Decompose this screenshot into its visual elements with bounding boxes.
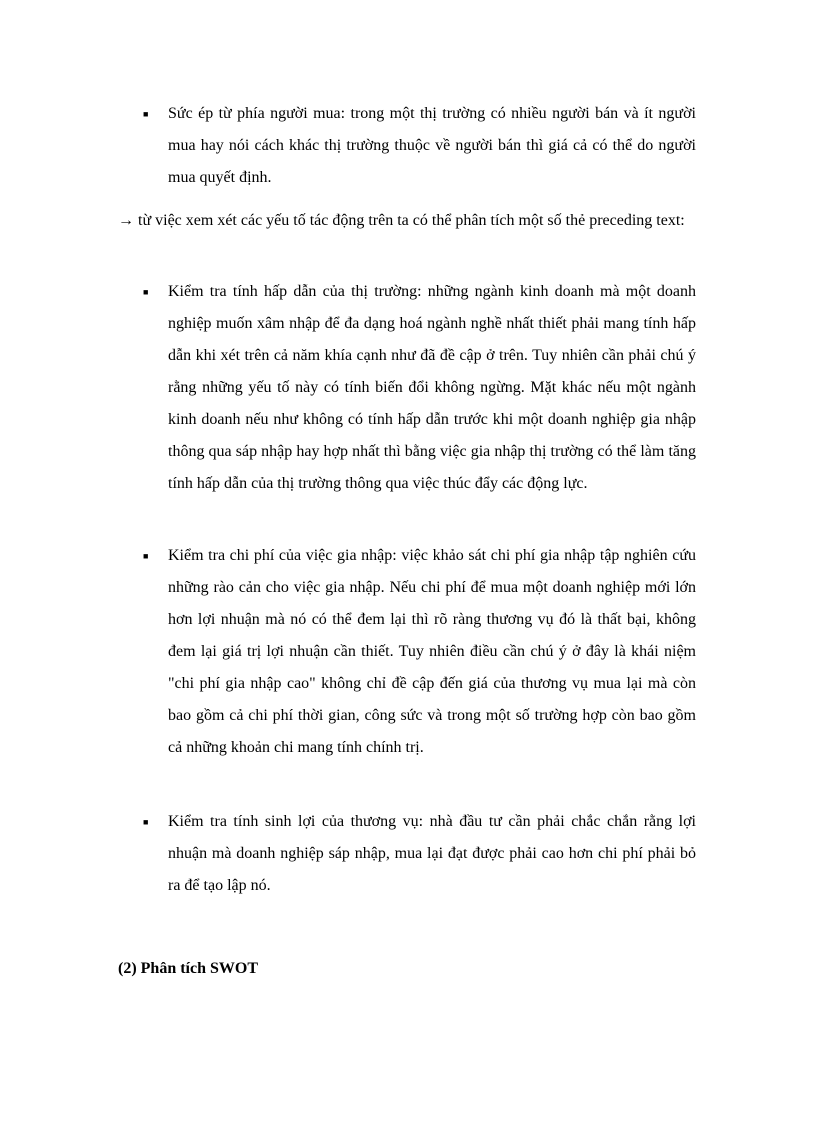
square-bullet-icon: ■ [143,817,149,827]
square-bullet-icon: ■ [143,287,149,297]
square-bullet-icon: ■ [143,551,149,561]
bullet-text: Kiểm tra tính sinh lợi của thương vụ: nhà đầu tư cần phải chắc chắn rằng lợi nhuận mà doanh nghiệp sáp nhập, mua lại đạt được phải cao hơn chi phí phải bỏ ra để tạo lập nó. [168,813,696,894]
bullet-item-profitability [143,806,696,902]
bullet-text: Sức ép từ phía người mua: trong một thị trường có nhiều người bán và ít người mua hay nói cách khác thị trường thuộc về người bán thì giá cả có thể do người mua quyết định. [168,105,696,186]
bullet-item-buyer-pressure [143,98,696,194]
section-heading: (2) Phân tích SWOT [118,960,259,977]
bullet-item-entry-cost [143,540,696,764]
square-bullet-icon: ■ [143,109,149,119]
conclusion-paragraph [118,205,696,237]
conclusion-text: → từ việc xem xét các yếu tố tác động trên ta có thể phân tích một số thẻ preceding text: [118,212,685,229]
bullet-text: Kiểm tra chi phí của việc gia nhập: việc khảo sát chi phí gia nhập tập nghiên cứu những rào cản cho việc gia nhập. Nếu chi phí để mua một doanh nghiệp mới lớn hơn lợi nhuận mà nó có thể đem lại thì rõ ràng thương vụ đó là thất bại, không đem lại giá trị lợi nhuận cần thiết. Tuy nhiên điều cần chú ý ở đây là khái niệm "chi phí gia nhập cao" không chỉ đề cập đến giá của thương vụ mua lại mà còn bao gồm cả chi phí thời gian, công sức và trong một số trường hợp còn bao gồm cả những khoản chi mang tính chính trị. [168,547,696,756]
bullet-item-market-attractiveness [143,276,696,500]
bullet-text: Kiểm tra tính hấp dẫn của thị trường: những ngành kinh doanh mà một doanh nghiệp muốn xâm nhập để đa dạng hoá ngành nghề nhất thiết phải mang tính hấp dẫn khi xét trên cả năm khía cạnh như đã đề cập ở trên. Tuy nhiên cần phải chú ý rằng những yếu tố này có tính biến đổi không ngừng. Mặt khác nếu một ngành kinh doanh nếu như không có tính hấp dẫn trước khi một doanh nghiệp gia nhập thông qua sáp nhập hay hợp nhất thì bằng việc gia nhập thị trường có thể làm tăng tính hấp dẫn của thị trường thông qua việc thúc đẩy các động lực. [168,283,696,492]
